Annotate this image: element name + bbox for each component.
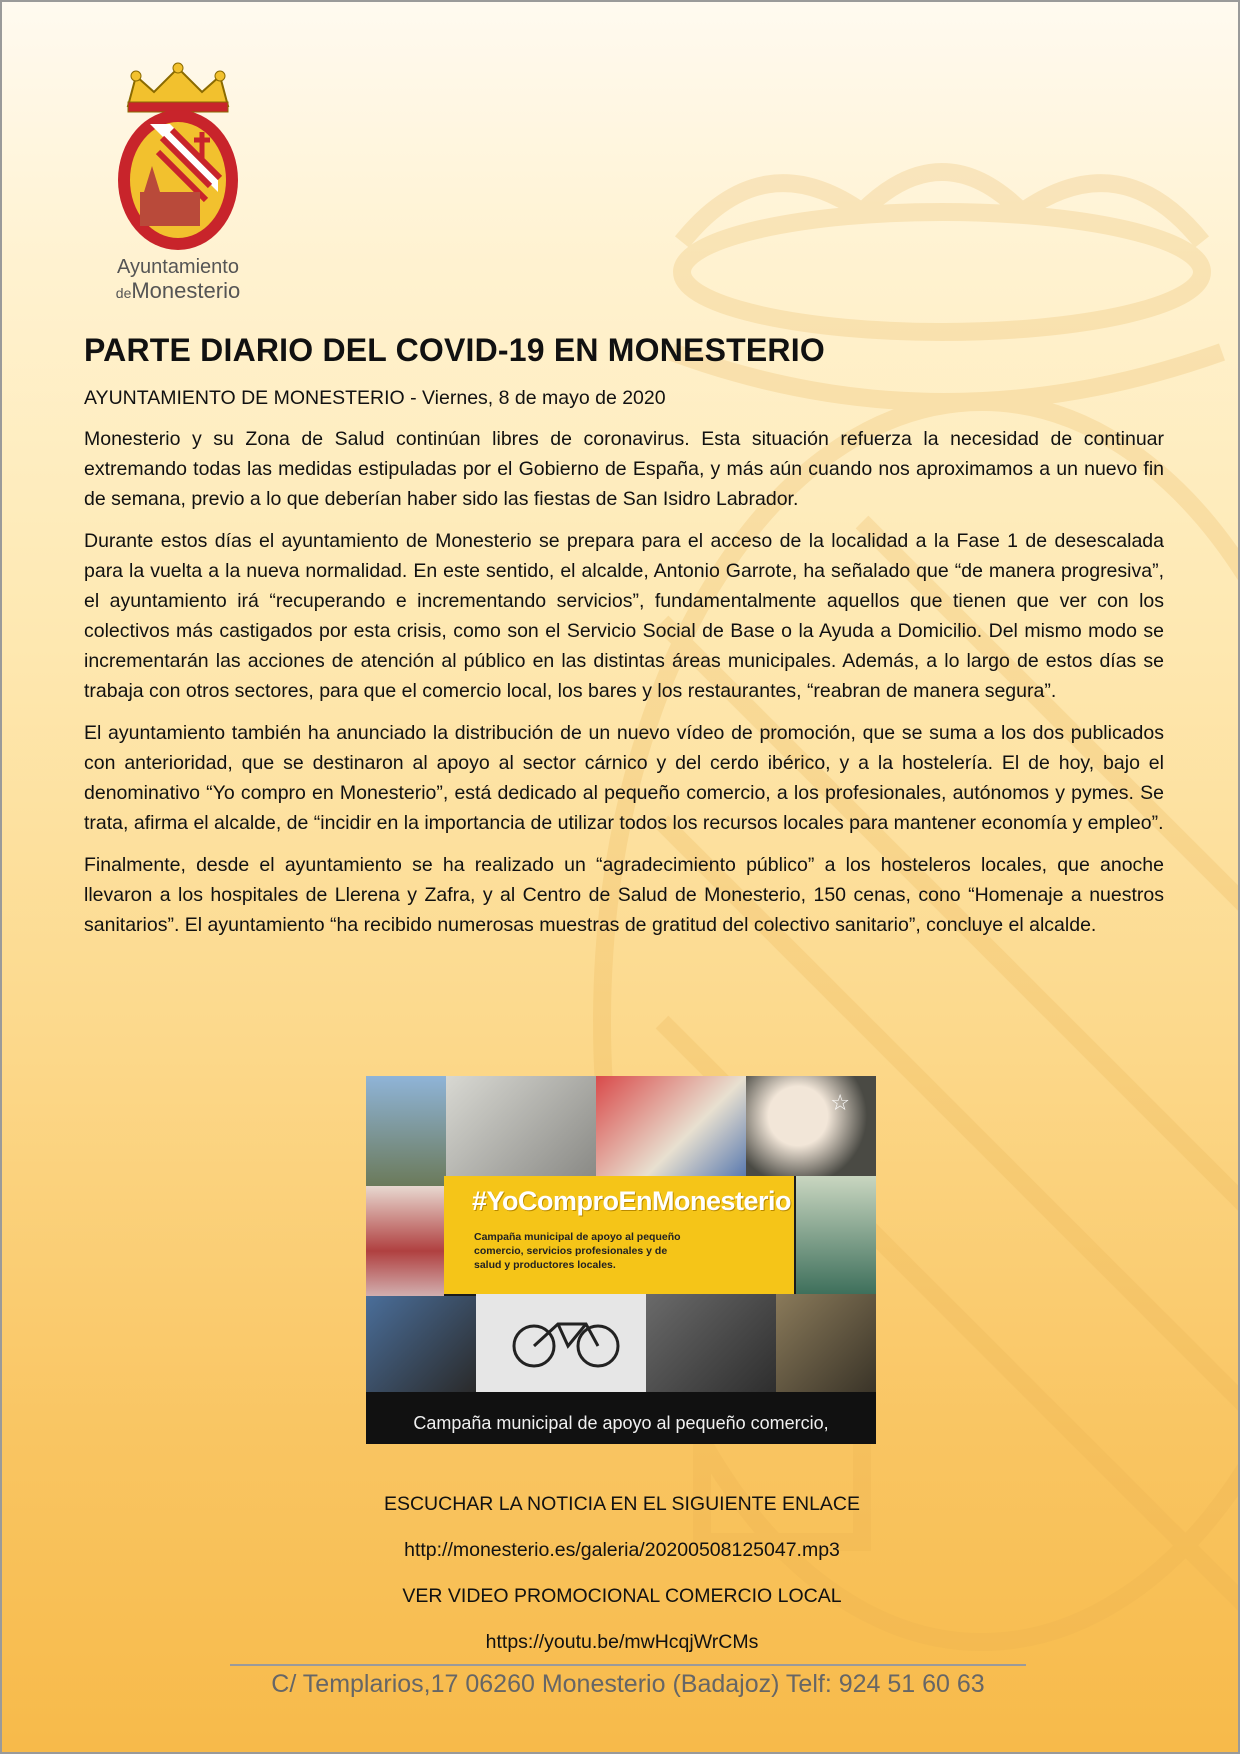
collage-tile-shoes bbox=[646, 1294, 776, 1392]
video-thumbnail[interactable] bbox=[366, 1076, 876, 1444]
collage-tile-shelves bbox=[596, 1076, 746, 1176]
collage-tile-tools bbox=[366, 1296, 476, 1392]
article-paragraph-2: Durante estos días el ayuntamiento de Monesterio se prepara para el acceso de la localidad a la Fase 1 de desescalada para la vuelta a la nueva normalidad. En este sentido, el alcalde, Antonio Garrote, ha señalado que “de manera progresiva”, el ayuntamiento irá “recuperando e incrementando servicios”, fundamentalmente aquellos que tienen que ver con los colectivos más castigados por esta crisis, como son el Servicio Social de Base o la Ayuda a Domicilio. Del mismo modo se incrementarán las acciones de atención al público en las distintas áreas municipales. Además, a lo largo de estos días se trabaja con otros sectores, para que el comercio local, los bares y los restaurantes, “reabran de manera segura”. bbox=[84, 530, 1164, 702]
campaign-banner-subtitle: Campaña municipal de apoyo al pequeño comercio, servicios profesionales y de salud y productores locales. bbox=[474, 1231, 681, 1271]
collage-tile-pharmacy bbox=[796, 1176, 876, 1296]
collage-tile-dental bbox=[446, 1076, 596, 1176]
footer-address: C/ Templarios,17 06260 Monesterio (Badajoz) Telf: 924 51 60 63 bbox=[271, 1670, 985, 1698]
logo-text-town: Monesterio bbox=[131, 278, 241, 303]
audio-link[interactable]: http://monesterio.es/galeria/20200508125047.mp3 bbox=[404, 1539, 840, 1561]
article-paragraph-1: Monesterio y su Zona de Salud continúan libres de coronavirus. Esta situación refuerza la necesidad de continuar extremando todas las medidas estipuladas por el Gobierno de España, y más aún cuando nos aproximamos a un nuevo fin de semana, previo a lo que deberían haber sido las fiestas de San Isidro Labrador. bbox=[84, 428, 1164, 510]
footer-divider bbox=[230, 1664, 1026, 1666]
star-icon[interactable]: ☆ bbox=[830, 1090, 850, 1115]
links-section bbox=[84, 1492, 1160, 1676]
municipal-logo bbox=[98, 62, 258, 302]
article-paragraph-4: Finalmente, desde el ayuntamiento se ha realizado un “agradecimiento público” a los hosteleros locales, que anoche llevaron a los hospitales de Llerena y Zafra, y al Centro de Salud de Monesterio, 150 cenas, cono “Homenaje a nuestros sanitarios”. El ayuntamiento “ha recibido numerosas muestras de gratitud del colectivo sanitario”, concluye el alcalde. bbox=[84, 854, 1164, 936]
campaign-banner-title: #YoComproEnMonesterio bbox=[472, 1186, 792, 1216]
campaign-banner bbox=[444, 1176, 794, 1294]
article-byline: AYUNTAMIENTO DE MONESTERIO - Viernes, 8 de mayo de 2020 bbox=[84, 387, 666, 409]
video-label: VER VIDEO PROMOCIONAL COMERCIO LOCAL bbox=[402, 1585, 842, 1607]
logo-text-prefix: de bbox=[115, 285, 132, 301]
video-link[interactable]: https://youtu.be/mwHcqjWrCMs bbox=[485, 1631, 759, 1653]
article-title: PARTE DIARIO DEL COVID-19 EN MONESTERIO bbox=[84, 332, 825, 368]
collage-tile-shop bbox=[776, 1294, 876, 1392]
bicycle-icon bbox=[506, 1304, 626, 1374]
coat-of-arms-icon bbox=[110, 62, 246, 252]
listen-label: ESCUCHAR LA NOTICIA EN EL SIGUIENTE ENLACE bbox=[383, 1493, 861, 1515]
logo-text-line1: Ayuntamiento bbox=[117, 256, 239, 278]
video-caption: Campaña municipal de apoyo al pequeño comercio, bbox=[413, 1413, 829, 1433]
article-paragraph-3: El ayuntamiento también ha anunciado la distribución de un nuevo vídeo de promoción, que se suma a los dos publicados con anterioridad, que se destinaron al apoyo al sector cárnico y del cerdo ibérico, y a la hostelería. El de hoy, bajo el denominativo “Yo compro en Monesterio”, está dedicado al pequeño comercio, a los profesionales, autónomos y pymes. Se trata, afirma el alcalde, de “incidir en la importancia de utilizar todos los recursos locales para mantener economía y empleo”. bbox=[84, 722, 1164, 834]
collage-tile-store bbox=[366, 1076, 446, 1186]
logo-text-line2 bbox=[98, 278, 258, 304]
collage-tile-flowers bbox=[746, 1076, 876, 1176]
article bbox=[84, 332, 1164, 952]
